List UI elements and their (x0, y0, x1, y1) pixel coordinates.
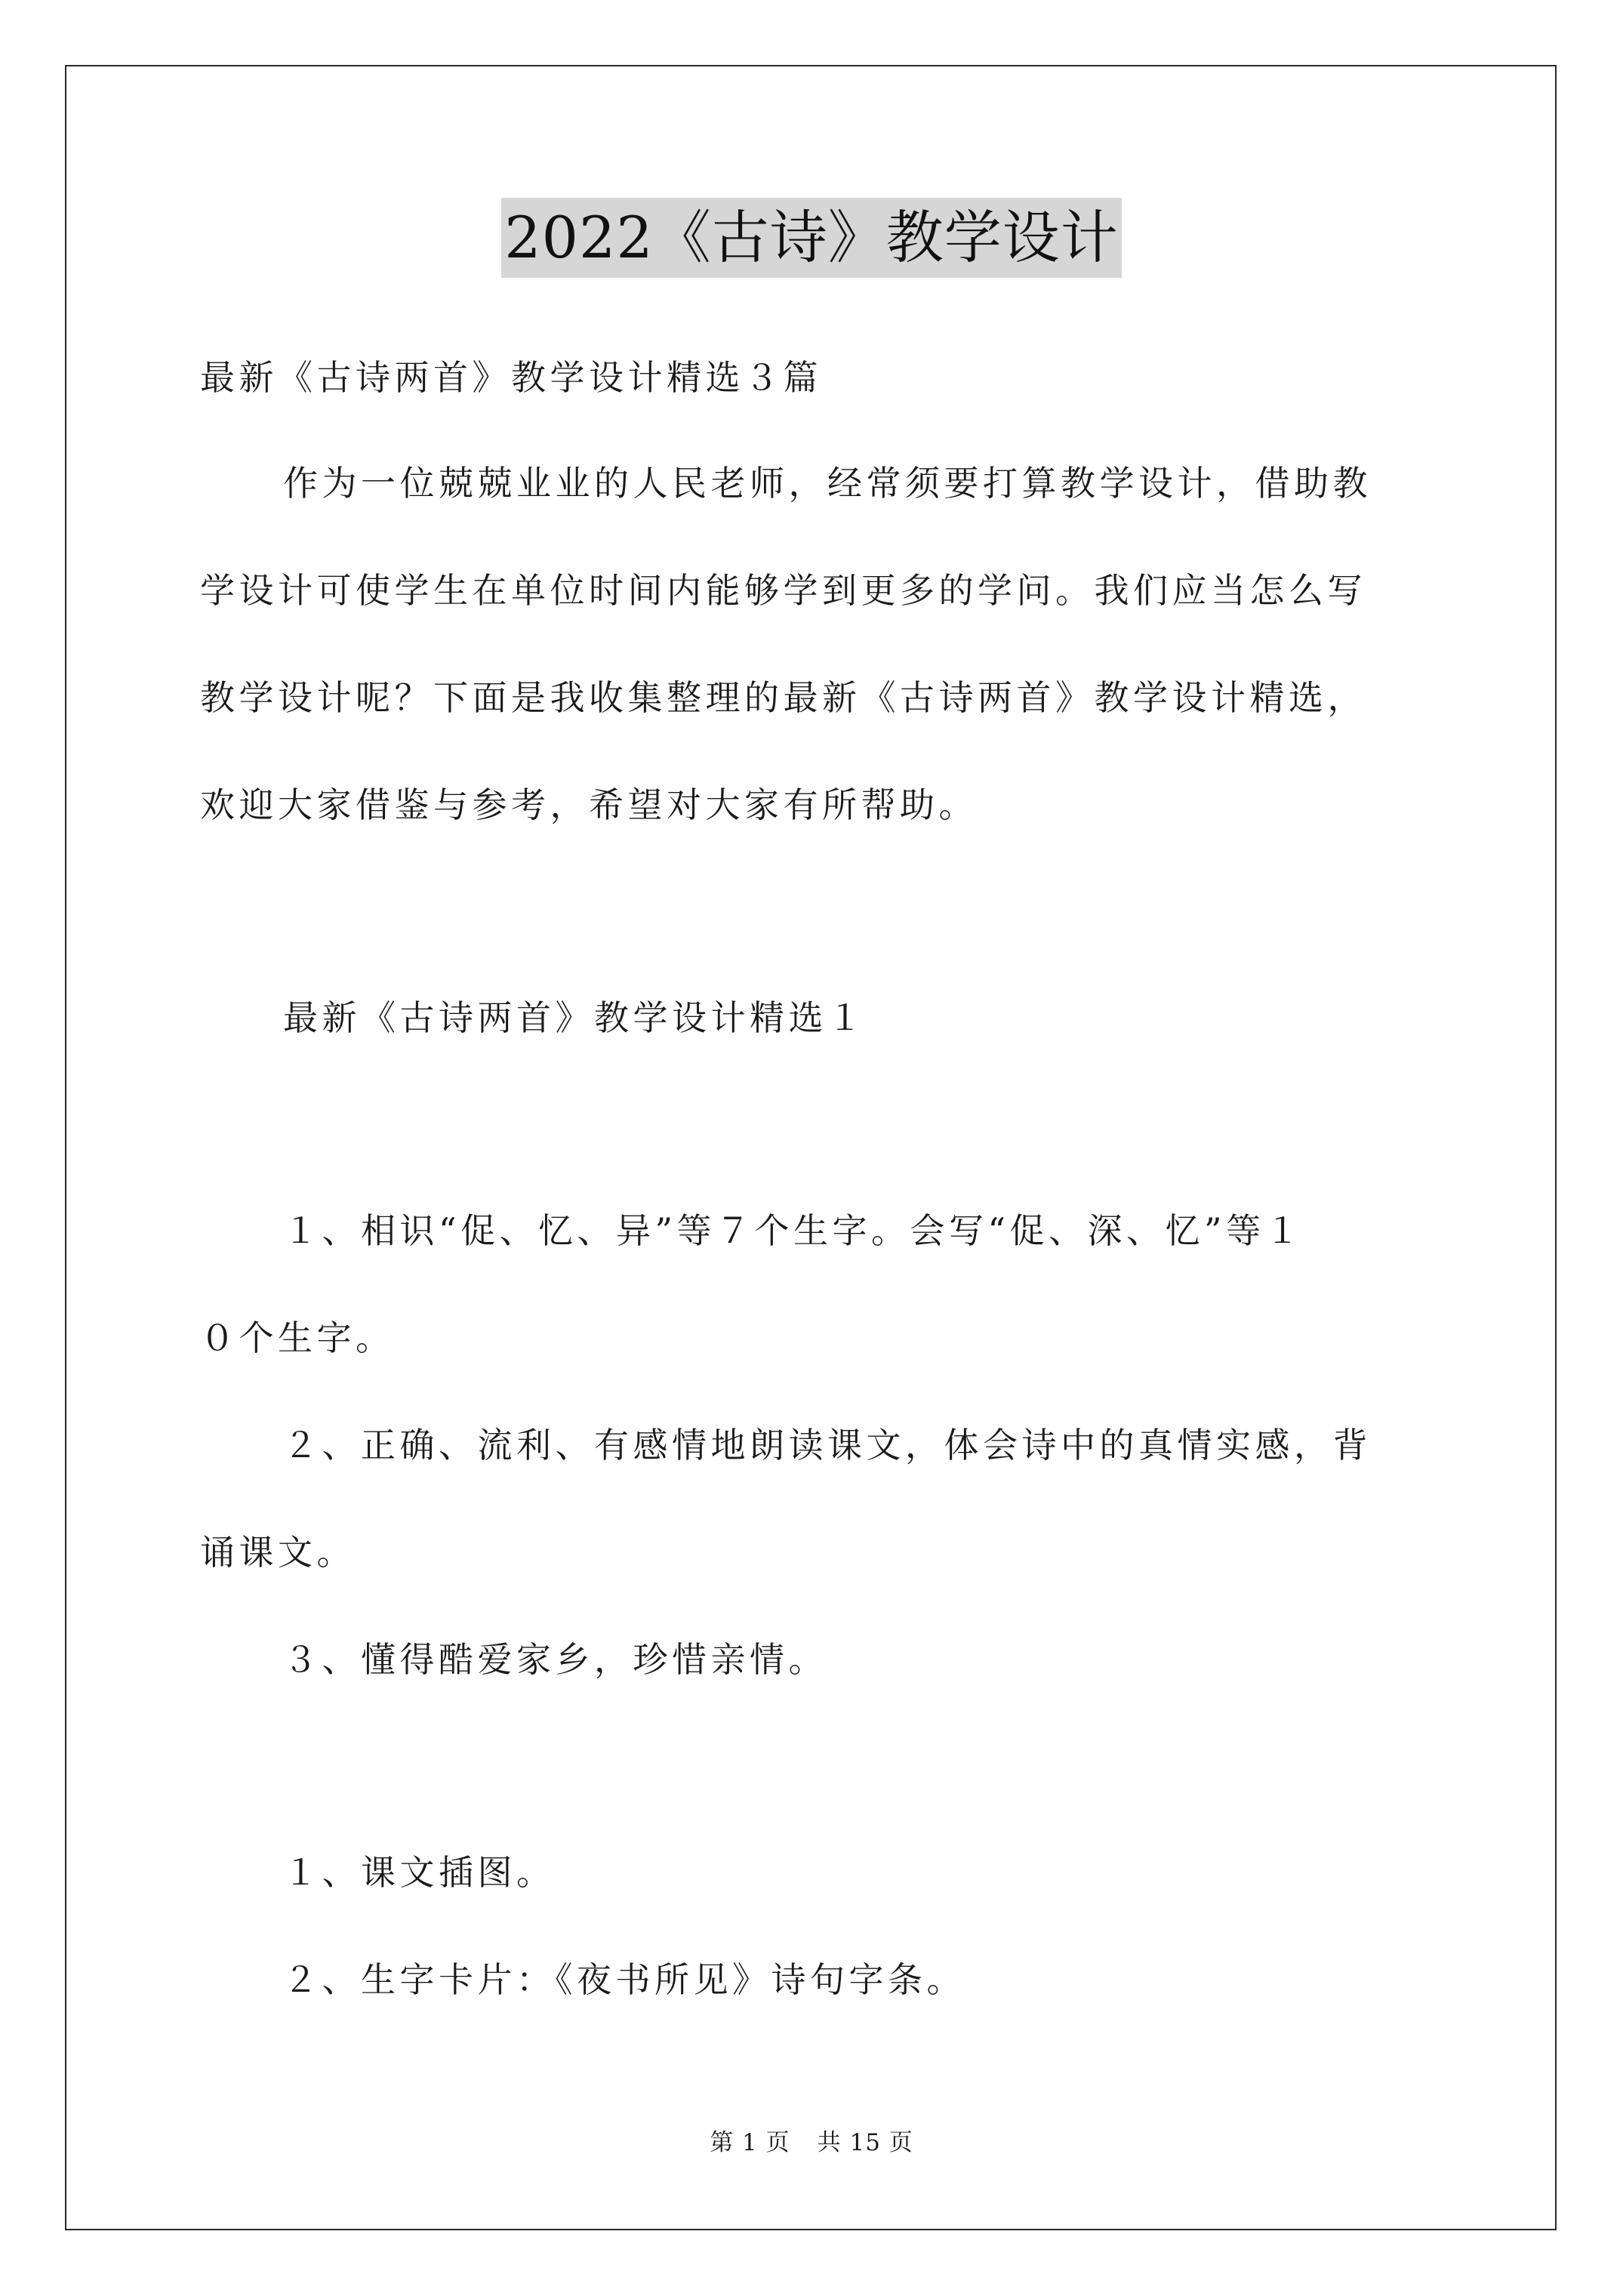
page-footer (0, 2128, 1623, 2158)
page-number-total: 共 15 页 (817, 2129, 913, 2156)
intro-line-4: 欢迎大家借鉴与参考，希望对大家有所帮助。 (200, 784, 978, 825)
intro-line-3: 教学设计呢？下面是我收集整理的最新《古诗两首》教学设计精选， (200, 677, 1366, 718)
page-number-current: 第 1 页 (710, 2129, 790, 2156)
prep-item-1: １、课文插图。 (283, 1852, 556, 1893)
subtitle: 最新《古诗两首》教学设计精选３篇 (200, 357, 822, 398)
goal-3: ３、懂得酷爱家乡，珍惜亲情。 (283, 1639, 827, 1680)
goal-1-line-2: ０个生字。 (200, 1318, 395, 1358)
document-title: 2022《古诗》教学设计 (501, 198, 1121, 278)
goal-2-line-1: ２、正确、流利、有感情地朗读课文，体会诗中的真情实感，背 (283, 1425, 1372, 1465)
section-heading: 最新《古诗两首》教学设计精选１ (283, 997, 867, 1038)
intro-line-2: 学设计可使学生在单位时间内能够学到更多的学问。我们应当怎么写 (200, 570, 1366, 611)
intro-line-1: 作为一位兢兢业业的人民老师，经常须要打算教学设计，借助教 (283, 463, 1372, 504)
title-container (0, 198, 1623, 278)
prep-item-2: ２、生字卡片：《夜书所见》诗句字条。 (283, 1959, 965, 2000)
goal-1-line-1: １、相识“促、忆、异”等７个生字。会写“促、深、忆”等１ (283, 1210, 1304, 1251)
goal-2-line-2: 诵课文。 (200, 1532, 356, 1573)
